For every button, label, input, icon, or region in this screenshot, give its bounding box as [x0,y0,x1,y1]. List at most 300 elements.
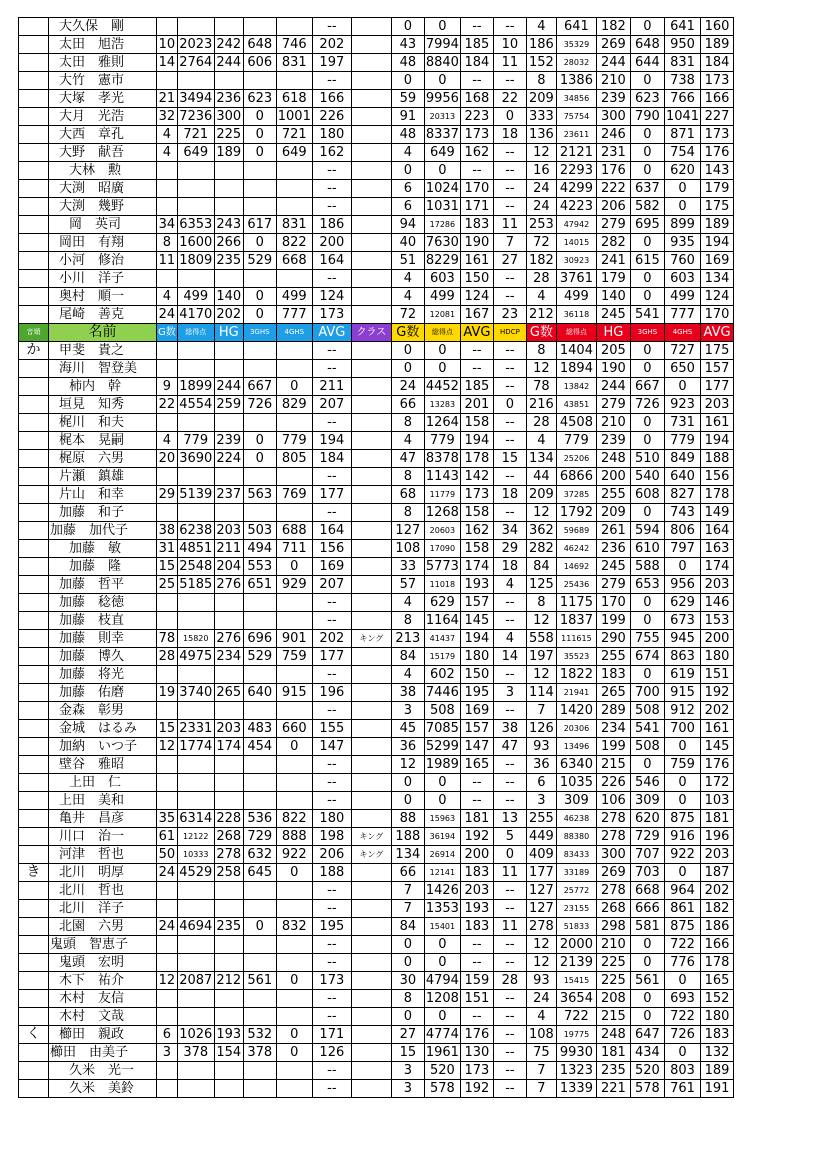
season-hdcp-cell: -- [493,72,526,90]
season-total-2-cell: 15401 [424,918,460,936]
total-3ghs-cell: 0 [630,288,664,306]
league-4ghs-cell [276,900,312,918]
class-cell [351,342,391,360]
total-total-cell: 6866 [556,468,596,486]
total-hg-cell: 226 [596,774,630,792]
season-total-2-cell: 20603 [424,522,460,540]
total-hg-cell: 181 [596,1044,630,1062]
season-hdcp-cell: 3 [493,684,526,702]
class-cell [351,666,391,684]
total-4ghs-cell: 0 [664,378,700,396]
season-avg-2-cell: 200 [460,846,493,864]
name-cell: 片瀬 鎮雄 [49,468,157,486]
season-hdcp-cell: 18 [493,558,526,576]
season-g-count-2-cell: 8 [391,990,424,1008]
league-4ghs-cell [276,774,312,792]
season-total-2-cell: 499 [424,288,460,306]
total-avg-cell: 164 [701,522,734,540]
season-avg-2-cell: 185 [460,36,493,54]
table-row [19,612,734,630]
season-avg-2-cell: 185 [460,378,493,396]
total-4ghs-cell: 0 [664,774,700,792]
total-hg-cell: 298 [596,918,630,936]
total-hg-cell: 215 [596,756,630,774]
total-3ghs-cell: 588 [630,558,664,576]
table-row [19,468,734,486]
season-avg-2-cell: 157 [460,594,493,612]
season-avg-2-cell: 192 [460,828,493,846]
class-cell [351,270,391,288]
total-g-count-cell: 114 [526,684,556,702]
kana-cell [19,1008,49,1026]
total-hg-cell: 235 [596,1062,630,1080]
name-cell: 柿内 幹 [49,378,157,396]
class-cell [351,468,391,486]
table-row [19,882,734,900]
league-g-count-cell: 8 [157,234,178,252]
season-g-count-2-cell: 0 [391,72,424,90]
season-g-count-2-cell: 94 [391,216,424,234]
class-cell [351,972,391,990]
total-3ghs-cell: 0 [630,270,664,288]
total-4ghs-cell: 779 [664,432,700,450]
name-cell: 海川 智登美 [49,360,157,378]
season-g-count-2-cell: 0 [391,954,424,972]
total-4ghs-cell: 700 [664,720,700,738]
kana-cell [19,360,49,378]
class-cell [351,1080,391,1098]
name-cell: 亀井 昌彦 [49,810,157,828]
season-g-count-2-cell: 38 [391,684,424,702]
kana-cell [19,54,49,72]
season-total-2-cell: 4794 [425,973,459,988]
kana-cell: か [19,342,49,360]
league-total-cell: 4170 [179,307,213,322]
table-row [19,144,734,162]
total-g-count-cell: 4 [526,432,556,450]
season-avg-2-cell: 193 [460,900,493,918]
season-g-count-2-cell: 134 [391,846,424,864]
league-total-cell: 378 [177,1044,214,1062]
kana-cell [19,972,49,990]
season-hdcp-cell: 10 [493,36,526,54]
total-hg-cell: 239 [596,90,630,108]
league-3ghs-cell: 494 [243,540,276,558]
total-3ghs-cell: 726 [630,396,664,414]
name-cell: 大西 章孔 [49,126,157,144]
total-total-cell: 4299 [556,180,596,198]
total-total-cell: 14015 [556,234,596,252]
table-row [19,684,734,702]
league-avg-cell: 166 [312,90,351,108]
league-total-cell: 2331 [179,721,213,736]
season-total-2-cell: 0 [424,1008,460,1026]
total-3ghs-cell: 703 [630,864,664,882]
league-total-cell: 4694 [179,919,213,934]
league-total-cell: 12122 [177,828,214,846]
season-total-2-cell: 1426 [425,883,459,898]
header-avg: AVG [312,324,351,342]
total-g-count-cell: 134 [526,450,556,468]
class-cell [351,126,391,144]
season-avg-2-cell: 173 [460,126,493,144]
league-hg-cell: 243 [214,216,243,234]
league-g-count-cell [157,414,178,432]
league-avg-cell: -- [312,954,351,972]
total-4ghs-cell: 899 [664,216,700,234]
season-avg-2-cell: -- [460,774,493,792]
total-hg-cell: 239 [596,432,630,450]
total-3ghs-cell: 0 [630,612,664,630]
season-avg-2-cell: 173 [460,1062,493,1080]
season-g-count-2-cell: 7 [391,900,424,918]
kana-cell [19,900,49,918]
name-cell: 大野 献吾 [49,144,157,162]
season-total-2-cell: 602 [424,666,460,684]
league-3ghs-cell [243,414,276,432]
class-cell [351,1044,391,1062]
season-hdcp-cell: -- [493,18,526,36]
league-total-cell: 1600 [179,235,213,250]
total-avg-cell: 189 [701,1062,734,1080]
total-total-cell: 20306 [556,720,596,738]
league-hg-cell: 265 [214,684,243,702]
league-g-count-cell: 24 [157,918,178,936]
total-hg-cell: 205 [596,342,630,360]
kana-cell [19,1080,49,1098]
total-3ghs-cell: 695 [630,216,664,234]
season-hdcp-cell: -- [493,756,526,774]
league-avg-cell: 186 [312,216,351,234]
table-row [19,918,734,936]
kana-cell [19,18,49,36]
season-g-count-2-cell: 43 [391,36,424,54]
league-g-count-cell: 38 [157,522,178,540]
season-g-count-2-cell: 91 [391,108,424,126]
league-g-count-cell [157,612,178,630]
total-hg-cell: 210 [596,72,630,90]
total-4ghs-cell: 956 [664,576,700,594]
total-4ghs-cell: 640 [664,468,700,486]
league-g-count-cell: 4 [157,144,178,162]
season-hdcp-cell: -- [493,936,526,954]
league-avg-cell: 180 [312,126,351,144]
class-cell [351,288,391,306]
total-g-count-cell: 12 [526,936,556,954]
league-total-cell [177,468,214,486]
league-4ghs-cell [276,756,312,774]
total-total-cell: 23155 [556,900,596,918]
league-3ghs-cell: 645 [243,864,276,882]
total-3ghs-cell: 0 [630,504,664,522]
league-total-cell [177,990,214,1008]
league-avg-cell: 177 [312,486,351,504]
kana-cell [19,684,49,702]
league-4ghs-cell [276,414,312,432]
season-hdcp-cell: 4 [493,576,526,594]
total-total-cell: 25436 [556,576,596,594]
total-3ghs-cell: 0 [630,666,664,684]
table-row [19,36,734,54]
class-cell [351,702,391,720]
league-total-cell: 7236 [179,109,213,124]
season-hdcp-cell: 11 [493,864,526,882]
total-3ghs-cell: 610 [630,540,664,558]
season-hdcp-cell: 23 [493,306,526,324]
total-avg-cell: 186 [701,918,734,936]
season-avg-2-cell: 159 [460,972,493,990]
season-total-2-cell: 8840 [425,55,459,70]
league-total-cell [177,792,214,810]
league-avg-cell: -- [312,702,351,720]
season-hdcp-cell: -- [493,612,526,630]
class-cell: キング [351,846,391,864]
name-cell: 加藤 和子 [49,504,157,522]
total-3ghs-cell: 707 [630,846,664,864]
total-avg-cell: 177 [701,378,734,396]
total-avg-cell: 143 [701,162,734,180]
total-3ghs-cell: 608 [630,486,664,504]
table-row [19,1044,734,1062]
total-4ghs-cell: 912 [664,702,700,720]
kana-cell [19,234,49,252]
league-3ghs-cell [243,936,276,954]
table-row [19,990,734,1008]
season-avg-2-cell: 173 [460,486,493,504]
total-avg-cell: 194 [701,234,734,252]
table-row [19,18,734,36]
season-total-2-cell: 508 [424,702,460,720]
league-total-cell [177,180,214,198]
league-hg-cell: 242 [214,36,243,54]
season-hdcp-cell: -- [493,504,526,522]
league-3ghs-cell [243,72,276,90]
total-4ghs-cell: 0 [664,792,700,810]
season-hdcp-cell: 47 [493,738,526,756]
season-avg-2-cell: 171 [460,198,493,216]
league-hg-cell [214,18,243,36]
league-hg-cell: 239 [214,432,243,450]
league-hg-cell [214,468,243,486]
total-hg-cell: 199 [596,738,630,756]
league-g-count-cell [157,1062,178,1080]
total-hg-cell: 300 [596,108,630,126]
season-avg-2-cell: -- [460,18,493,36]
season-g-count-2-cell: 4 [391,432,424,450]
season-total-2-cell: 779 [424,432,460,450]
class-cell [351,18,391,36]
season-avg-2-cell: 162 [460,522,493,540]
header-avg-3: AVG [701,324,734,342]
total-hg-cell: 182 [596,18,630,36]
class-cell [351,576,391,594]
class-cell [351,450,391,468]
class-cell [351,306,391,324]
league-avg-cell: -- [312,468,351,486]
league-hg-cell [214,180,243,198]
name-cell: 鬼頭 智恵子 [49,936,157,954]
league-g-count-cell: 3 [157,1044,178,1062]
season-hdcp-cell: -- [493,900,526,918]
season-hdcp-cell: 11 [493,918,526,936]
kana-cell [19,108,49,126]
table-row [19,288,734,306]
total-g-count-cell: 7 [526,1062,556,1080]
league-3ghs-cell [243,18,276,36]
season-avg-2-cell: 183 [460,864,493,882]
league-g-count-cell [157,162,178,180]
table-row [19,810,734,828]
season-g-count-2-cell: 84 [391,648,424,666]
league-total-cell: 2764 [179,55,213,70]
header-g-count-3: G数 [526,324,556,342]
total-total-cell: 1792 [556,504,596,522]
season-total-2-cell: 12081 [424,306,460,324]
total-hg-cell: 246 [596,126,630,144]
total-avg-cell: 166 [701,90,734,108]
total-total-cell: 499 [556,288,596,306]
total-g-count-cell: 84 [526,558,556,576]
league-4ghs-cell: 805 [276,450,312,468]
total-avg-cell: 151 [701,666,734,684]
season-avg-2-cell: 195 [460,684,493,702]
league-3ghs-cell: 536 [243,810,276,828]
total-total-cell: 21941 [556,684,596,702]
season-g-count-2-cell: 0 [391,774,424,792]
total-total-cell: 46238 [556,810,596,828]
total-4ghs-cell: 915 [664,684,700,702]
league-3ghs-cell: 0 [243,126,276,144]
total-avg-cell: 188 [701,450,734,468]
total-avg-cell: 161 [701,720,734,738]
total-4ghs-cell: 743 [664,504,700,522]
league-g-count-cell: 10 [157,36,178,54]
league-g-count-cell: 11 [157,252,178,270]
name-cell: 大渕 昭廣 [49,180,157,198]
total-g-count-cell: 4 [526,288,556,306]
table-row [19,180,734,198]
league-4ghs-cell [276,612,312,630]
season-hdcp-cell: -- [493,198,526,216]
season-hdcp-cell: -- [493,702,526,720]
total-avg-cell: 103 [701,792,734,810]
season-avg-2-cell: -- [460,72,493,90]
total-avg-cell: 169 [701,252,734,270]
league-4ghs-cell: 668 [276,252,312,270]
season-avg-2-cell: 142 [460,468,493,486]
total-4ghs-cell: 650 [664,360,700,378]
league-hg-cell [214,666,243,684]
season-hdcp-cell: 18 [493,126,526,144]
league-avg-cell: -- [312,180,351,198]
total-hg-cell: 278 [596,828,630,846]
league-total-cell: 15820 [177,630,214,648]
league-avg-cell: 194 [312,432,351,450]
league-4ghs-cell: 649 [276,144,312,162]
total-3ghs-cell: 540 [630,468,664,486]
league-g-count-cell: 24 [157,306,178,324]
league-hg-cell: 212 [214,972,243,990]
season-hdcp-cell: 28 [493,972,526,990]
league-avg-cell: 202 [312,36,351,54]
table-row [19,306,734,324]
league-3ghs-cell: 454 [243,738,276,756]
league-avg-cell: 226 [312,108,351,126]
kana-cell [19,486,49,504]
total-total-cell: 4223 [556,198,596,216]
total-total-cell: 35523 [556,648,596,666]
league-4ghs-cell: 711 [276,540,312,558]
league-4ghs-cell [276,162,312,180]
season-g-count-2-cell: 84 [391,918,424,936]
season-total-2-cell: 5299 [425,739,459,754]
total-3ghs-cell: 666 [630,900,664,918]
season-avg-2-cell: 201 [460,396,493,414]
league-3ghs-cell [243,702,276,720]
total-total-cell: 1035 [556,774,596,792]
season-avg-2-cell: 158 [460,540,493,558]
total-hg-cell: 200 [596,468,630,486]
league-3ghs-cell: 0 [243,450,276,468]
total-hg-cell: 244 [596,378,630,396]
league-hg-cell [214,198,243,216]
season-avg-2-cell: 203 [460,882,493,900]
season-total-2-cell: 8229 [425,253,459,268]
class-cell: キング [351,630,391,648]
total-3ghs-cell: 541 [630,306,664,324]
season-total-2-cell: 649 [424,144,460,162]
total-3ghs-cell: 0 [630,342,664,360]
league-3ghs-cell [243,468,276,486]
total-3ghs-cell: 648 [630,36,664,54]
total-total-cell: 1837 [556,612,596,630]
season-avg-2-cell: 194 [460,432,493,450]
total-4ghs-cell: 761 [664,1080,700,1098]
total-avg-cell: 189 [701,216,734,234]
total-hg-cell: 248 [596,450,630,468]
total-4ghs-cell: 0 [664,972,700,990]
league-g-count-cell [157,900,178,918]
kana-cell [19,918,49,936]
total-total-cell: 14692 [556,558,596,576]
total-3ghs-cell: 561 [630,972,664,990]
name-cell: 尾崎 善克 [49,306,157,324]
season-g-count-2-cell: 3 [391,1062,424,1080]
total-avg-cell: 165 [701,972,734,990]
kana-cell [19,72,49,90]
season-g-count-2-cell: 15 [391,1044,424,1062]
total-avg-cell: 184 [701,54,734,72]
table-row [19,414,734,432]
class-cell [351,882,391,900]
season-total-2-cell: 0 [424,18,460,36]
league-hg-cell [214,72,243,90]
kana-cell [19,540,49,558]
kana-cell [19,90,49,108]
total-avg-cell: 178 [701,486,734,504]
total-4ghs-cell: 620 [664,162,700,180]
league-4ghs-cell [276,1062,312,1080]
season-g-count-2-cell: 66 [391,396,424,414]
total-4ghs-cell: 863 [664,648,700,666]
league-hg-cell [214,1080,243,1098]
total-3ghs-cell: 0 [630,162,664,180]
kana-cell [19,504,49,522]
kana-cell [19,306,49,324]
season-avg-2-cell: -- [460,936,493,954]
league-avg-cell: 173 [312,972,351,990]
total-3ghs-cell: 623 [630,90,664,108]
